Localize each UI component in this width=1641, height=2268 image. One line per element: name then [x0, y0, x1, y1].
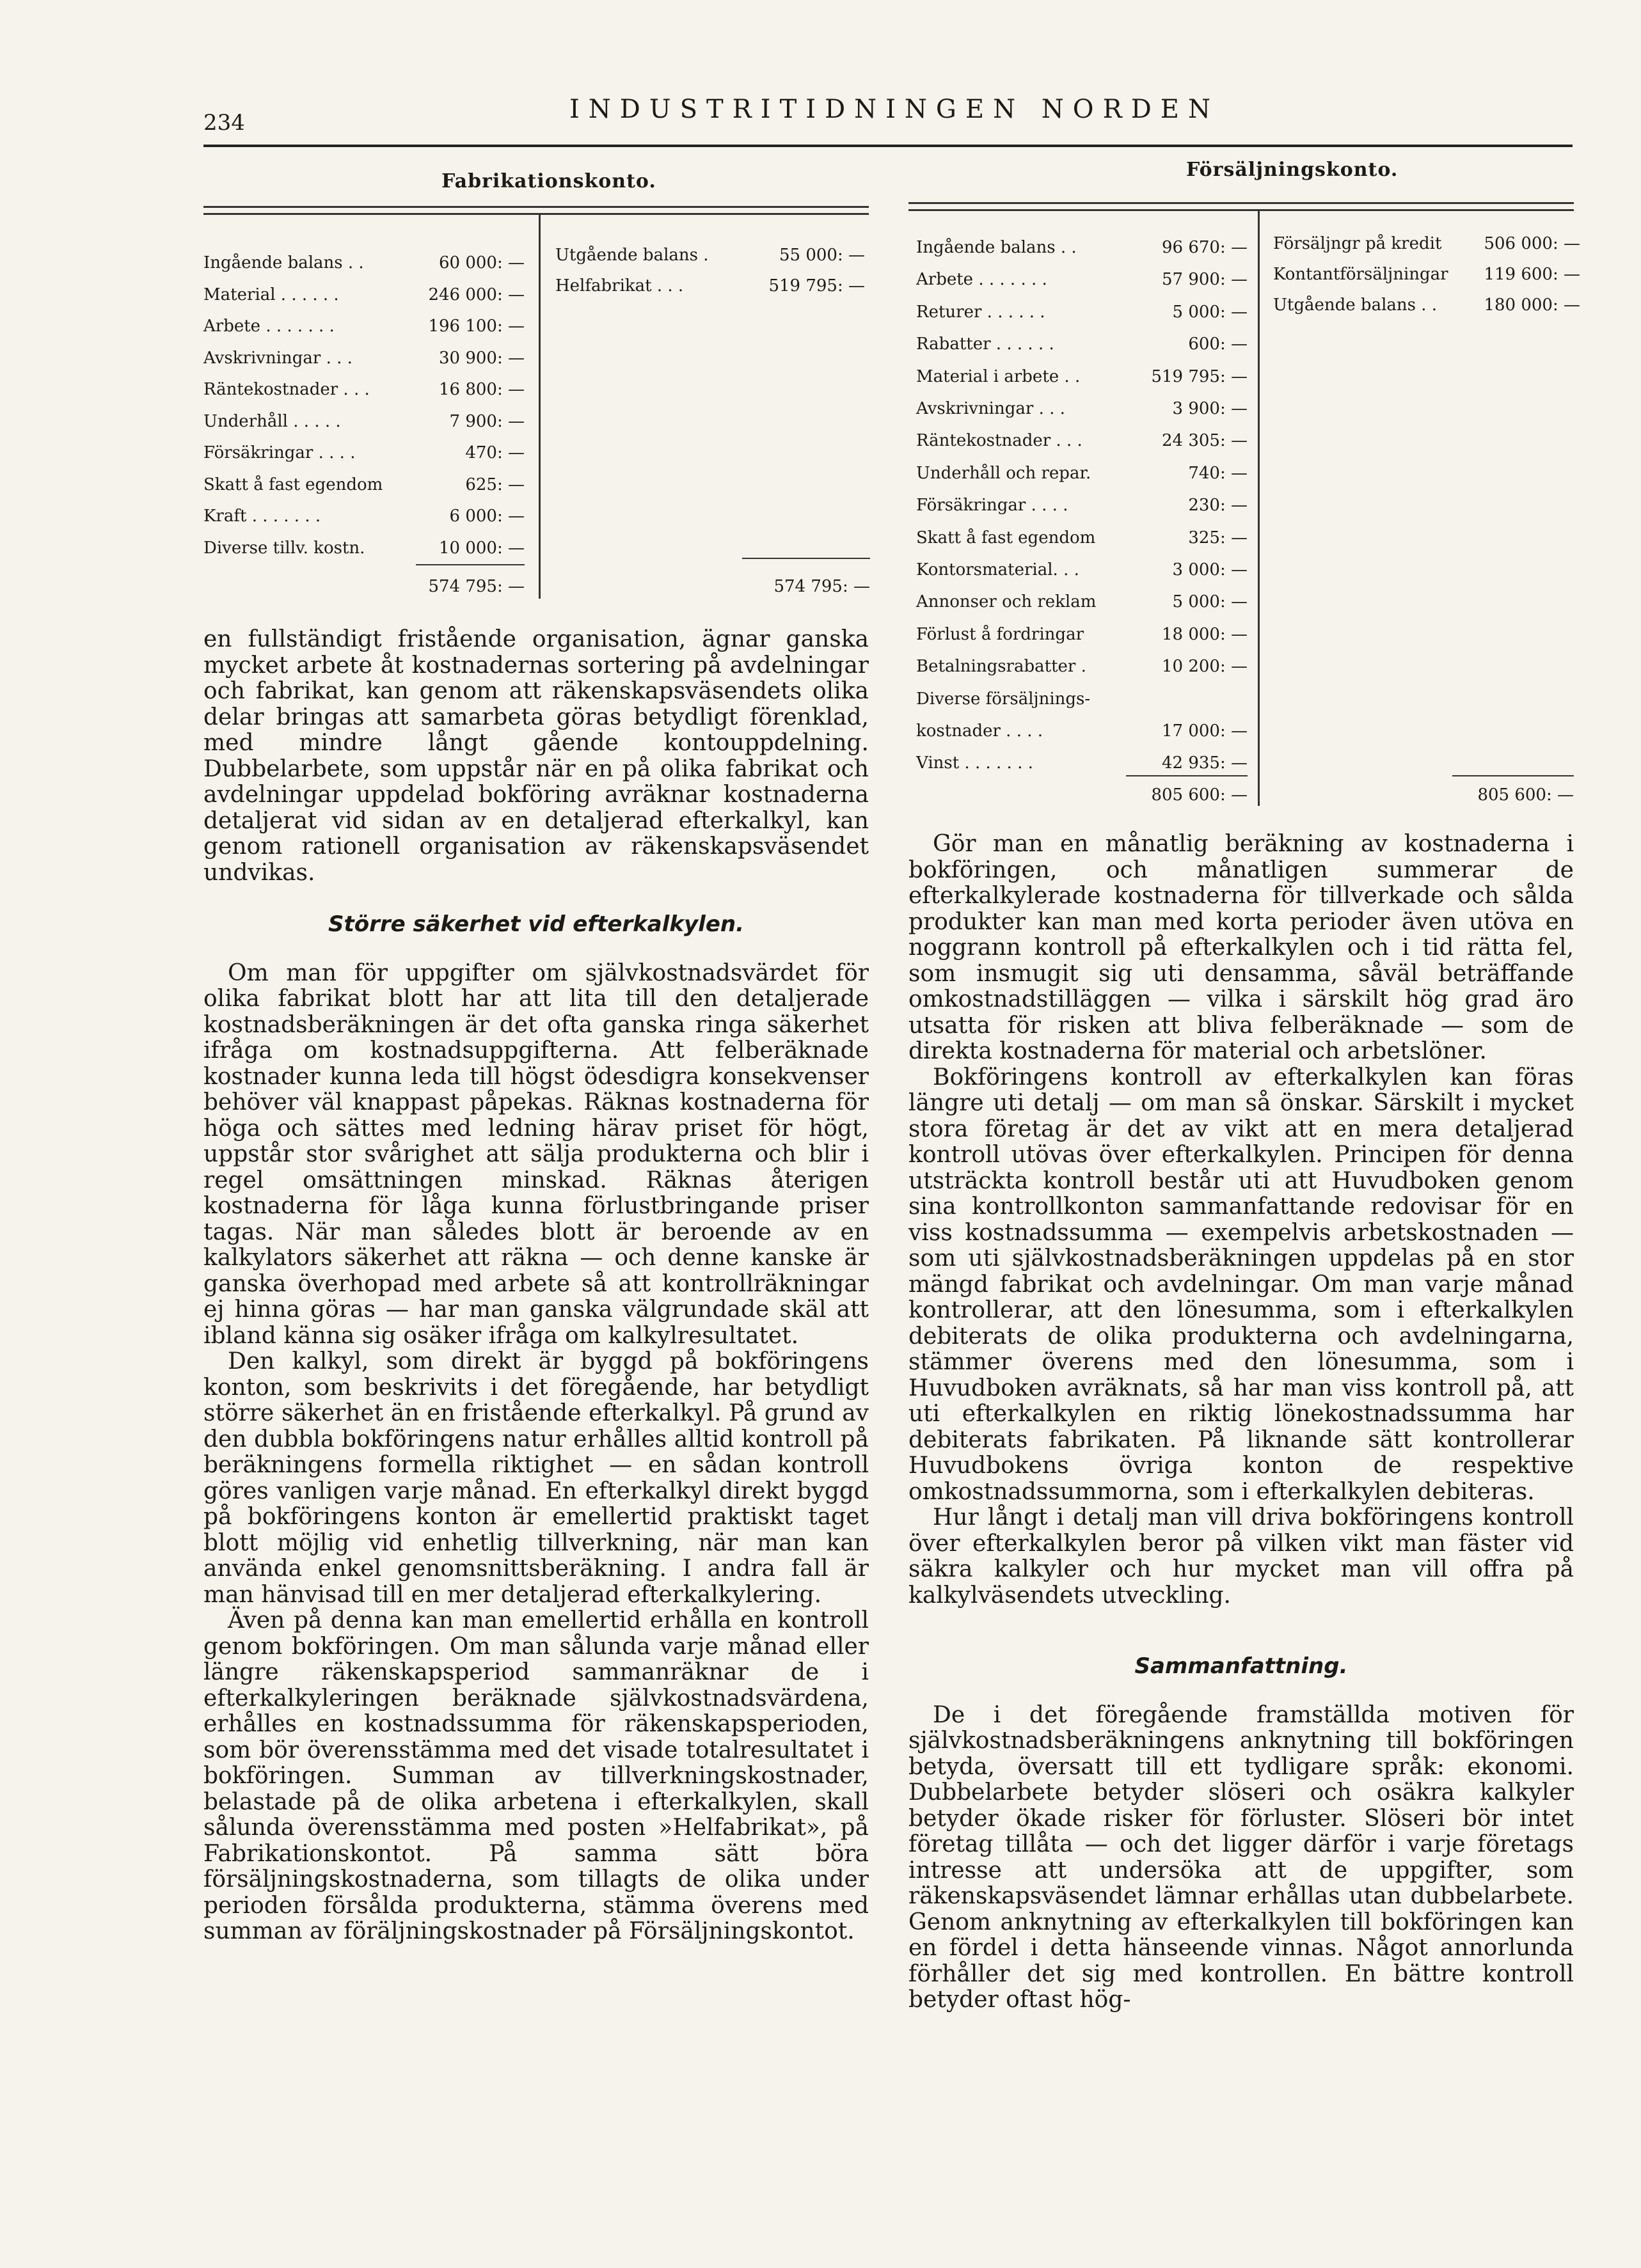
ledger-row [203, 507, 525, 526]
forsaljning-account-title: Försäljningskonto. [1186, 159, 1399, 181]
ledger-row [916, 367, 1248, 386]
right-paragraph-3: Hur långt i detalj man vill driva bokföringens kontroll över efterkalkylen beror på vilken vikt man fäster vid säkra kalkyler och hur mycket man vill offra på kalkylväsendets utveckling. [908, 1504, 1574, 1609]
ledger-value: 625: — [465, 475, 525, 494]
ledger-label: Betalningsrabatter . [916, 657, 1086, 677]
ledger-row [916, 270, 1248, 289]
ledger-row [203, 443, 525, 462]
ledger-label: kostnader . . . . [916, 721, 1043, 741]
left-paragraph-2: Om man för uppgifter om självkostnadsvärdet för olika fabrikat blott har att lita till den detaljerade kostnadsberäkningen är det ofta ganska ringa säkerhet ifråga om kostnadsuppgifterna. Att felberäknade kostnader kunna leda till högst ödesdigra konsekvenser behöver väl knappast påpekas. Räknas kostnaderna för höga och sättes med ledning härav priset för högt, uppstår stor svårighet att sälja produkterna och blir i regel omsättningen minskad. Räknas återigen kostnaderna för låga kunna förlustbringande priser tagas. När man således blott är beroende av en kalkylators säkerhet att räkna — och denne kanske är ganska överhopad med arbete så att kontrollräkningar ej hinna göras — har man ganska välgrundade skäl att ibland känna sig osäker ifråga om kalkylresultatet. [203, 959, 869, 1349]
ledger-value: 180 000: — [1484, 295, 1580, 315]
ledger-value: 10 000: — [439, 538, 525, 558]
ledger-label: Helfabrikat . . . [555, 276, 684, 295]
ledger-row [916, 528, 1248, 547]
ledger-label: Arbete . . . . . . . [203, 317, 335, 336]
fabrikation-debit-total: 574 795: — [428, 577, 525, 596]
ledger-label: Utgående balans . . [1273, 295, 1438, 315]
ledger-value: 3 000: — [1172, 560, 1248, 579]
ledger-row [1273, 295, 1580, 315]
ledger-label: Skatt å fast egendom [203, 475, 383, 494]
ledger-value: 600: — [1188, 335, 1248, 354]
ledger-label: Förlust å fordringar [916, 624, 1084, 644]
fabrikation-debit-sum-rule [416, 564, 525, 565]
ledger-label: Annonser och reklam [916, 592, 1097, 612]
ledger-row [916, 560, 1248, 579]
right-text-column [908, 831, 1574, 2013]
ledger-row [203, 285, 525, 304]
forsaljning-credit-sum-rule [1452, 775, 1574, 776]
ledger-label: Avskrivningar . . . [916, 399, 1065, 418]
page-number: 234 [203, 110, 245, 136]
fabrikation-credit-total: 574 795: — [773, 577, 870, 596]
ledger-value: 24 305: — [1162, 431, 1248, 451]
ledger-value: 18 000: — [1162, 624, 1248, 644]
ledger-row [203, 380, 525, 399]
forsaljning-header-rule [908, 202, 1574, 211]
ledger-label: Räntekostnader . . . [203, 380, 370, 399]
ledger-label: Försäkringar . . . . [203, 443, 356, 462]
ledger-label: Returer . . . . . . [916, 302, 1045, 322]
ledger-value: 5 000: — [1172, 592, 1248, 612]
right-paragraph-1: Gör man en månatlig beräkning av kostnaderna i bokföringen, och månatligen summerar de efterkalkylerade kostnaderna för tillverkade och sålda produkter kan man med korta perioder även utöva en noggrann kontroll på efterkalkylen och i tid rätta fel, som insmugit sig uti densamma, såväl beträffande omkostnadstilläggen — vilka i särskilt hög grad äro utsatta för risken att bliva felberäknade — som de direkta kostnaderna för material och arbetslöner. [908, 831, 1574, 1064]
ledger-row [916, 464, 1248, 483]
ledger-value: 42 935: — [1162, 753, 1248, 773]
ledger-label: Skatt å fast egendom [916, 528, 1096, 547]
ledger-value: 10 200: — [1162, 657, 1248, 677]
forsaljning-credit-total: 805 600: — [1477, 785, 1574, 805]
ledger-label: Ingående balans . . [916, 238, 1077, 257]
fabrikation-center-rule [539, 215, 541, 599]
ledger-value: 17 000: — [1162, 721, 1248, 741]
ledger-row [916, 335, 1248, 354]
ledger-row [916, 496, 1248, 515]
ledger-row [203, 349, 525, 368]
ledger-value: 246 000: — [428, 285, 525, 304]
ledger-label: Rabatter . . . . . . [916, 335, 1054, 354]
ledger-row [916, 303, 1248, 322]
section-heading-efterkalkylen: Större säkerhet vid efterkalkylen. [328, 911, 745, 937]
ledger-label: Diverse tillv. kostn. [203, 538, 365, 558]
right-paragraph-4: De i det föregående framställda motiven för självkostnadsberäkningens anknytning till bokföringen betyda, översatt till ett tydligare språk: ekonomi. Dubbelarbete betyder slöseri och osäkra kalkyler betyder ökade risker för förluster. Slöseri bör intet företag tillåta — och det ligger därför i varje företags intresse att undersöka att de uppgifter, som räkenskapsväsendet lämnar erhållas utan dubbelarbete. Genom anknytning av efterkalkylen till bokföringen kan en fördel i detta hänseende vinnas. Något annorlunda förhåller det sig med kontrollen. En bättre kontroll betyder oftast hög- [908, 1701, 1574, 2013]
ledger-label: Kontorsmaterial. . . [916, 560, 1079, 579]
ledger-value: 506 000: — [1484, 234, 1580, 253]
section-heading-sammanfattning: Sammanfattning. [1134, 1653, 1348, 1679]
ledger-row [916, 657, 1248, 676]
ledger-row [203, 412, 525, 431]
ledger-value: 119 600: — [1484, 265, 1580, 284]
ledger-label: Vinst . . . . . . . [916, 753, 1033, 773]
ledger-value: 325: — [1188, 528, 1248, 547]
ledger-label: Diverse försäljnings- [916, 689, 1091, 709]
ledger-label: Arbete . . . . . . . [916, 270, 1047, 290]
ledger-label: Ingående balans . . [203, 253, 364, 272]
right-paragraph-2: Bokföringens kontroll av efterkalkylen kan föras längre uti detalj — om man så önskar. Särskilt i mycket stora företag är det av vikt att en mera detaljerad kontroll utövas över efterkalkylen. Principen för denna utsträckta kontroll består uti att Huvudboken genom sina kontrollkonton sammanfattande redovisar för en viss kostnadssumma — exempelvis arbetskostnaden — som uti självkostnadsberäkningen uppdelas på en stor mängd fabrikat och avdelningar. Om man varje månad kontrollerar, att den lönesumma, som i efterkalkylen debiterats de olika produkterna och avdelningarna, stämmer överens med den lönesumma, som i Huvudboken avräknats, så har man viss kontroll på, att uti efterkalkylen en riktig lönekostnadssumma har debiterats fabrikaten. På liknande sätt kontrollerar Huvudbokens övriga konton de respektive omkostnadssummorna, som i efterkalkylen debiteras. [908, 1064, 1574, 1505]
ledger-label: Underhåll och repar. [916, 463, 1091, 483]
ledger-row [916, 592, 1248, 611]
ledger-value: 55 000: — [779, 246, 865, 265]
ledger-value: 230: — [1188, 496, 1248, 516]
ledger-value: 519 795: — [768, 276, 865, 295]
forsaljning-center-rule [1258, 211, 1260, 806]
fabrikation-header-rule [203, 206, 869, 215]
ledger-label: Försäkringar . . . . [916, 496, 1068, 516]
ledger-label: Utgående balans . [555, 246, 709, 265]
ledger-label: Material . . . . . . [203, 285, 339, 304]
ledger-label: Försäljngr på kredit [1273, 234, 1442, 253]
journal-title: INDUSTRITIDNINGEN NORDEN [569, 95, 1219, 124]
ledger-label: Material i arbete . . [916, 366, 1081, 386]
fabrikation-account-title: Fabrikationskonto. [441, 170, 656, 193]
ledger-value: 7 900: — [449, 411, 525, 431]
ledger-row [203, 317, 525, 336]
ledger-value: 30 900: — [439, 348, 525, 368]
ledger-row [203, 475, 525, 494]
left-paragraph-4: Även på denna kan man emellertid erhålla en kontroll genom bokföringen. Om man sålunda varje månad eller längre räkenskapsperiod sammanräknar de i efterkalkyleringen beräknade självkostnadsvärdena, erhålles en kostnadssumma för räkenskapsperioden, som bör överensstämma med det visade totalresultatet i bokföringen. Summan av tillverkningskostnader, belastade på de olika arbetena i efterkalkylen, skall sålunda överensstämma med posten »Helfabrikat», på Fabrikationskontot. På samma sätt böra försäljningskostnaderna, som tillagts de olika under perioden försålda produkterna, stämma överens med summan av föräljningskostnader på Försäljningskontot. [203, 1607, 869, 1944]
forsaljning-debit-total: 805 600: — [1151, 785, 1248, 805]
ledger-value: 60 000: — [439, 253, 525, 272]
ledger-row [916, 399, 1248, 418]
ledger-row [203, 539, 525, 558]
ledger-value: 196 100: — [428, 317, 525, 336]
ledger-value: 5 000: — [1172, 302, 1248, 322]
ledger-row [916, 721, 1248, 741]
ledger-row [1273, 234, 1580, 253]
left-text-column [203, 627, 869, 1945]
ledger-label: Kontantförsäljningar [1273, 265, 1448, 284]
ledger-value: 57 900: — [1162, 270, 1248, 290]
ledger-value: 740: — [1188, 463, 1248, 483]
ledger-value: 96 670: — [1162, 238, 1248, 257]
ledger-row [555, 276, 865, 295]
ledger-row [916, 238, 1248, 257]
ledger-row [1273, 265, 1580, 284]
left-paragraph-1: en fullständigt fristående organisation, ägnar ganska mycket arbete åt kostnadernas sortering på avdelningar och fabrikat, kan genom att räkenskapsväsendets olika delar bringas att samarbeta göras betydligt förenklad, med mindre långt gående kontouppdelning. Dubbelarbete, som uppstår när en på olika fabrikat och avdelningar uppdelad bokföring avräknar kostnaderna detaljerat vid sidan av en detaljerad efterkalkyl, kan genom rationell organisation av räkenskapsväsendet undvikas. [203, 626, 869, 886]
ledger-label: Kraft . . . . . . . [203, 507, 321, 526]
ledger-row [203, 253, 525, 272]
fabrikation-credit-sum-rule [742, 558, 870, 559]
ledger-value: 6 000: — [449, 507, 525, 526]
ledger-row [916, 625, 1248, 644]
forsaljning-debit-sum-rule [1126, 775, 1248, 776]
ledger-label: Räntekostnader . . . [916, 431, 1082, 451]
ledger-row [916, 753, 1248, 773]
ledger-row [916, 689, 1248, 709]
ledger-value: 16 800: — [439, 380, 525, 399]
ledger-row [555, 246, 865, 265]
ledger-value: 519 795: — [1151, 366, 1248, 386]
ledger-value: 470: — [465, 443, 525, 462]
ledger-label: Underhåll . . . . . [203, 411, 341, 431]
ledger-label: Avskrivningar . . . [203, 348, 353, 368]
header-rule [203, 145, 1573, 147]
ledger-row [916, 431, 1248, 450]
ledger-value: 3 900: — [1172, 399, 1248, 418]
left-paragraph-3: Den kalkyl, som direkt är byggd på bokföringens konton, som beskrivits i det föregående, har betydligt större säkerhet än en fristående efterkalkyl. På grund av den dubbla bokföringens natur erhålles alltid kontroll på beräkningens formella riktighet — en sådan kontroll göres vanligen varje månad. En efterkalkyl direkt byggd på bokföringens konton är emellertid praktiskt taget blott möjlig vid enhetlig tillverkning, när man kan använda enkel genomsnittsberäkning. I andra fall är man hänvisad till en mer detaljerad efterkalkylering. [203, 1348, 869, 1608]
